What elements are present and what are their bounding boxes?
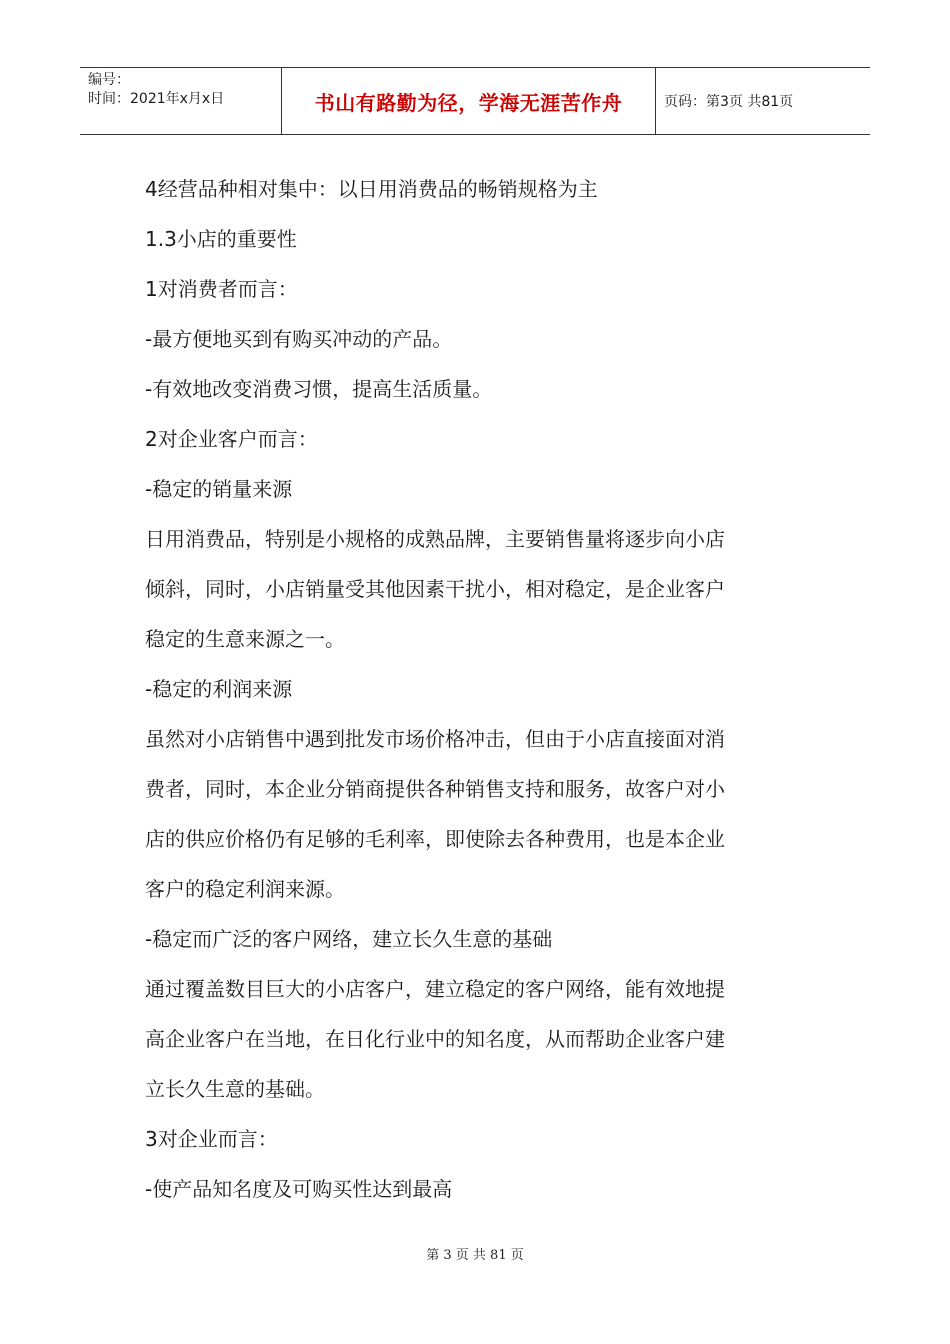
body-line: -稳定而广泛的客户网络，建立长久生意的基础	[145, 927, 553, 951]
section-heading: 1.3小店的重要性	[145, 227, 297, 251]
header-page-info: 页码：第3页 共81页	[664, 94, 794, 110]
body-line: -稳定的销量来源	[145, 477, 293, 501]
body-line: 通过覆盖数目巨大的小店客户，建立稳定的客户网络，能有效地提	[145, 977, 725, 1001]
body-line: -使产品知名度及可购买性达到最高	[145, 1177, 453, 1201]
header-meta	[80, 68, 281, 134]
body-line: 1对消费者而言：	[145, 277, 298, 301]
body-line: -最方便地买到有购买冲动的产品。	[145, 327, 453, 351]
header-motto: 书山有路勤为径，学海无涯苦作舟	[314, 90, 623, 115]
body-line: 日用消费品，特别是小规格的成熟品牌，主要销售量将逐步向小店	[145, 527, 725, 551]
body-line: 客户的稳定利润来源。	[145, 877, 345, 901]
body-line: -有效地改变消费习惯，提高生活质量。	[145, 377, 493, 401]
body-line: 立长久生意的基础。	[145, 1077, 325, 1101]
body-line: -稳定的利润来源	[145, 677, 293, 701]
body-line: 3对企业而言：	[145, 1127, 278, 1151]
body-line: 2对企业客户而言：	[145, 427, 318, 451]
document-number-label: 编号：	[88, 72, 130, 88]
body-line: 费者，同时，本企业分销商提供各种销售支持和服务，故客户对小	[145, 777, 725, 801]
body-line: 高企业客户在当地，在日化行业中的知名度，从而帮助企业客户建	[145, 1027, 725, 1051]
body-line: 4经营品种相对集中：以日用消费品的畅销规格为主	[145, 177, 598, 201]
body-line: 倾斜，同时，小店销量受其他因素干扰小，相对稳定，是企业客户	[145, 577, 725, 601]
body-line: 稳定的生意来源之一。	[145, 627, 345, 651]
page-footer: 第 3 页 共 81 页	[426, 1248, 524, 1263]
body-line: 店的供应价格仍有足够的毛利率，即使除去各种费用，也是本企业	[145, 827, 725, 851]
document-header	[80, 67, 870, 135]
document-body	[145, 164, 815, 1214]
body-line: 虽然对小店销售中遇到批发市场价格冲击，但由于小店直接面对消	[145, 727, 725, 751]
document-time-label: 时间：2021年x月x日	[88, 91, 225, 107]
